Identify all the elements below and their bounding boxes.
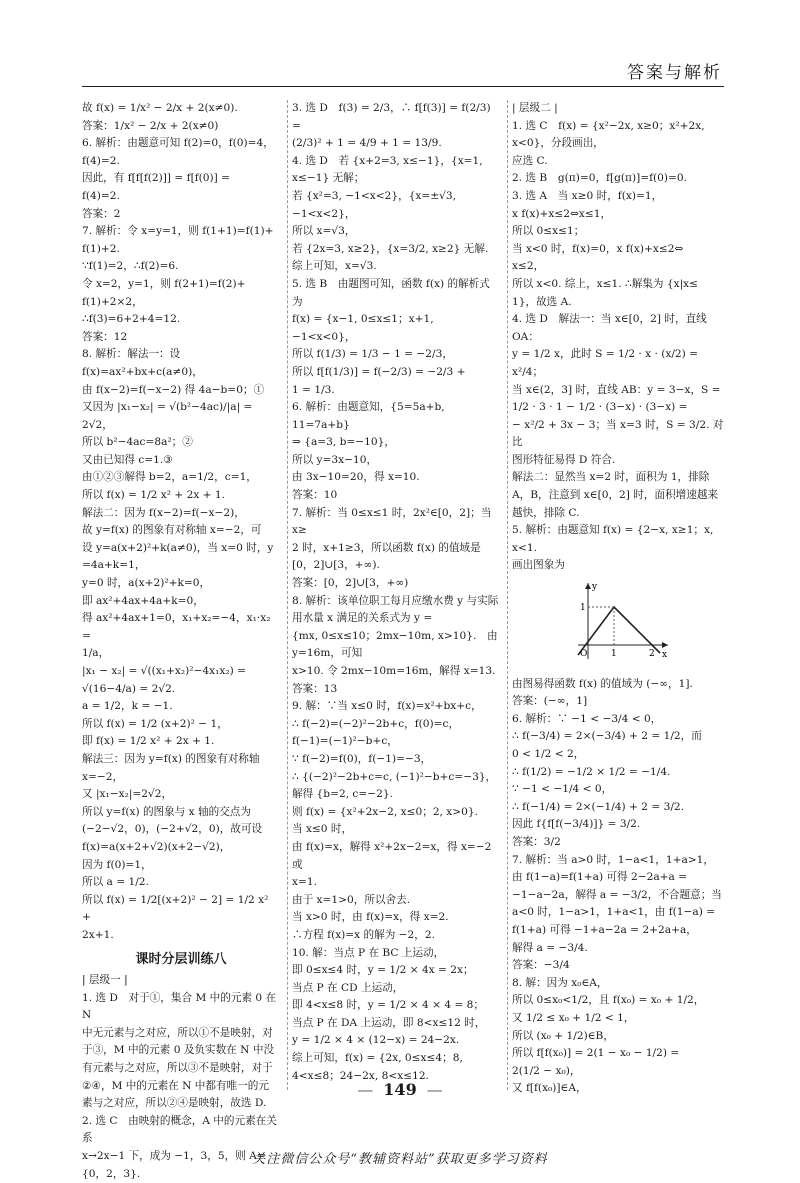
- text-line: 画出图象为: [512, 559, 565, 572]
- text-line: 所以 0≤x₀<1/2，且 f(x₀) = x₀ + 1/2，: [512, 994, 705, 1007]
- function-curve: [578, 607, 660, 655]
- text-line: 1/2 · 3 · 1 − 1/2 · (3−x) · (3−x) =: [512, 401, 688, 414]
- text-line: f(1)+2×2，: [82, 295, 143, 308]
- text-line: 由 f(x−2)=f(−x−2) 得 4a−b=0；①: [82, 383, 265, 396]
- text-line: 所以 y=3x−10，: [292, 453, 378, 466]
- text-line: 由①②③解得 b=2，a=1/2，c=1，: [82, 471, 257, 484]
- text-line: 因为 f(0)=1，: [82, 858, 152, 871]
- text-line: 所以 a = 1/2.: [82, 876, 149, 889]
- text-line: 所以 x<0. 综上，x≤1. ∴解集为 {x|x≤: [512, 277, 699, 290]
- text-line: 又由已知得 c=1.③: [82, 453, 173, 466]
- text-line: 应选 C.: [512, 154, 548, 167]
- text-line: 6. 解析：由题意知，{5=5a+b, 11=7a+b}: [292, 401, 449, 431]
- text-line: ∴ {(−2)²−2b+c=c, (−1)²−b+c=−3}，解得 {b=2, c=−2}.: [292, 770, 497, 801]
- text-line: 答案：3/2: [512, 835, 561, 848]
- x-axis-label: x: [662, 650, 668, 661]
- text-line: 中无元素与之对应，所以①不是映射，对: [82, 1026, 273, 1039]
- text-line: 越快，排除 C.: [512, 506, 580, 519]
- text-line: 故 f(x) = 1/x² − 2/x + 2(x≠0).: [82, 102, 238, 114]
- text-line: 1}，故选 A.: [512, 295, 572, 308]
- y-axis-arrow: [585, 583, 591, 589]
- text-line: 即 4<x≤8 时，y = 1/2 × 4 × 4 = 8；: [292, 999, 485, 1012]
- text-line: |x₁ − x₂| = √((x₁+x₂)²−4x₁x₂) =: [82, 665, 246, 677]
- text-line: 7. 解析：当 0≤x≤1 时，2x²∈[0，2]；当 x≥: [292, 506, 495, 537]
- text-line: −1−a−2a，解得 a = −3/2，不合题意；当: [512, 888, 722, 901]
- text-line: 解法二：显然当 x=2 时，面积为 1，排除: [512, 471, 710, 484]
- text-line: 2(1/2 − x₀)，: [512, 1064, 581, 1077]
- text-line: 所以 0≤x≤1；: [512, 225, 585, 238]
- text-line: ∴方程 f(x)=x 的解为 −2，2.: [292, 928, 435, 941]
- text-line: 所以 (x₀ + 1/2)∈B，: [512, 1029, 614, 1042]
- text-line: 所以 f(x) = 1/2 x² + 2x + 1.: [82, 489, 226, 502]
- text-line: 5. 选 B 由题图可知，函数 f(x) 的解析式为: [292, 277, 490, 308]
- text-line: [0，2]∪[3，+∞).: [292, 559, 380, 572]
- text-line: ∵ −1 < −1/4 < 0，: [512, 783, 613, 796]
- text-line: ⇒ {a=3, b=−10}，: [292, 436, 395, 449]
- page-number: — 149 —: [357, 1080, 443, 1099]
- text-line: 答案：13: [292, 682, 338, 695]
- text-line: 于③，M 中的元素 0 及负实数在 N 中没: [82, 1044, 275, 1057]
- text-line: f(4)=2.: [82, 189, 120, 202]
- text-line: 解得 a = −3/4.: [512, 941, 588, 954]
- text-line: ∴ f(−1/4) = 2×(−1/4) + 2 = 3/2.: [512, 800, 685, 813]
- text-line: ∴ f(1/2) = −1/2 × 1/2 = −1/4.: [512, 765, 671, 778]
- text-line: 8. 解：因为 x₀∈A，: [512, 976, 608, 989]
- text-line: ②④，M 中的元素在 N 中都有唯一的元: [82, 1079, 269, 1092]
- text-line: 即 ax²+4ax+4a+k=0，: [82, 594, 204, 607]
- text-line: 所以 b²−4ac=8a²；②: [82, 436, 193, 449]
- text-line: f(4)=2.: [82, 154, 120, 167]
- text-line: 8. 解析：解法一：设 f(x)=ax²+bx+c(a≠0)，: [82, 348, 203, 378]
- text-line: 6. 解析：由题意可知 f(2)=0，f(0)=4，: [82, 137, 274, 150]
- column-divider: [507, 100, 508, 1090]
- text-line: {mx, 0≤x≤10；2mx−10m, x>10}. 由 y=16m，可知: [292, 629, 501, 660]
- text-line: 4. 选 D 若 {x+2=3, x≤−1}，{x=1, x≤−1} 无解；: [292, 154, 487, 185]
- text-line: 解法二：因为 f(x−2)=f(−x−2)，: [82, 506, 245, 519]
- text-line: x=−2，: [82, 770, 124, 783]
- text-line: 用水量 x 满足的关系式为 y =: [292, 612, 433, 625]
- text-line: f(x) = {x−1, 0≤x≤1；x+1, −1<x<0}，: [292, 313, 437, 343]
- text-line: 8. 解析：该单位职工每月应缴水费 y 与实际: [292, 594, 499, 607]
- text-line: a = 1/2，k = −1.: [82, 700, 173, 713]
- text-line: 7. 解析：令 x=y=1，则 f(1+1)=f(1)+: [82, 225, 274, 238]
- text-line: 故 y=f(x) 的图象有对称轴 x=−2，可: [82, 524, 262, 537]
- text-line: 答案：[0，2]∪[3，+∞): [292, 577, 409, 590]
- x-axis-arrow: [662, 642, 668, 648]
- text-line: 2 时，x+1≥3，所以函数 f(x) 的值域是: [292, 541, 481, 554]
- text-line: 答案：−3/4: [512, 959, 570, 972]
- text-line: ∴ f(−2)=(−2)²−2b+c，f(0)=c，: [292, 717, 460, 730]
- text-line: y = 1/2 × 4 × (12−x) = 24−2x.: [292, 1034, 460, 1047]
- text-line: y = 1/2 x，此时 S = 1/2 · x · (x/2) = x²/4；: [512, 348, 702, 378]
- text-line: 由 3x−10=20，得 x=10.: [292, 471, 420, 484]
- text-line: (−2−√2，0)，(−2+√2，0)，故可设: [82, 823, 263, 836]
- text-line: y=0 时，a(x+2)²+k=0，: [82, 577, 211, 590]
- level-one-label: | 层级一 |: [82, 974, 128, 987]
- text-line: ∵f(1)=2，∴f(2)=6.: [82, 260, 179, 273]
- text-line: 若 {2x=3, x≥2}，{x=3/2, x≥2} 无解.: [292, 242, 489, 255]
- text-line: 所以 x=√3，: [292, 225, 356, 238]
- text-line: 素与之对应，所以②④是映射，故选 D.: [82, 1097, 267, 1110]
- text-line: 则 f(x) = {x²+2x−2, x≤0；2, x>0}.: [292, 805, 478, 818]
- text-line: 又 |x₁−x₂|=2√2，: [82, 788, 173, 801]
- text-line: 6. 解析：∵ −1 < −3/4 < 0，: [512, 712, 662, 725]
- text-line: 9. 解：∵当 x≤0 时，f(x)=x²+bx+c，: [292, 700, 482, 713]
- text-line: 5. 解析：由题意知 f(x) = {2−x, x≥1；x, x<1.: [512, 524, 717, 554]
- text-line: x→2x−1 下，成为 −1，3，5，则 A={0，2，3}.: [82, 1150, 266, 1180]
- text-line: 因此，有 f[f[f(2)]] = f[f(0)] =: [82, 172, 231, 185]
- text-line: 2. 选 B g(π)=0，f[g(π)]=f(0)=0.: [512, 172, 688, 185]
- origin-label: O: [580, 649, 588, 660]
- text-line: 所以 f(1/3) = 1/3 − 1 = −2/3，: [292, 348, 453, 361]
- text-line: 所以 f(x) = 1/2[(x+2)² − 2] = 1/2 x² +: [82, 893, 272, 924]
- text-line: 当 x∈(2，3] 时，直线 AB：y = 3−x，S =: [512, 383, 721, 396]
- text-line: 又 1/2 ≤ x₀ + 1/2 < 1，: [512, 1011, 635, 1024]
- text-line: 综上可知，x=√3.: [292, 260, 377, 273]
- text-line: ∴ f(−3/4) = 2×(−3/4) + 2 = 1/2，而: [512, 730, 702, 743]
- text-line: 由 f(1−a)=f(1+a) 可得 2−2a+a =: [512, 871, 688, 884]
- text-line: 即 0≤x≤4 时，y = 1/2 × 4x = 2x；: [292, 964, 474, 977]
- text-line: | 层级二 |: [512, 102, 558, 114]
- text-line: 4. 选 D 解法一：当 x∈[0，2] 时，直线 OA：: [512, 313, 711, 343]
- column-middle: [292, 100, 500, 1085]
- footer-note: 关注微信公众号“教辅资料站”获取更多学习资料: [252, 1152, 548, 1167]
- text-line: 答案：1/x² − 2/x + 2(x≠0): [82, 119, 219, 132]
- text-line: 图形特征易得 D 符合.: [512, 453, 616, 466]
- text-line: 答案：(−∞，1]: [512, 695, 588, 708]
- text-line: 3. 选 D f(3) = 2/3，∴ f[f(3)] = f(2/3) =: [292, 102, 495, 132]
- header-title: 答案与解析: [627, 63, 722, 83]
- text-line: 由图易得函数 f(x) 的值域为 (−∞，1].: [512, 677, 693, 690]
- text-line: A，B，注意到 x∈[0，2] 时，面积增速越来: [512, 489, 719, 502]
- y-axis-label: y: [592, 582, 598, 593]
- text-line: 又因为 |x₁−x₂| = √(b²−4ac)/|a| = 2√2，: [82, 401, 256, 431]
- page-number-value: 149: [383, 1080, 417, 1099]
- text-line: 当点 P 在 DA 上运动，即 8<x≤12 时，: [292, 1016, 486, 1029]
- text-line: x≤2，: [512, 260, 545, 273]
- column-left: [82, 100, 280, 1183]
- text-line: 1/a，: [82, 647, 110, 660]
- text-line: 当 x>0 时，由 f(x)=x，得 x=2.: [292, 911, 449, 924]
- text-line: 设 y=a(x+2)²+k(a≠0)，当 x=0 时，y: [82, 541, 274, 554]
- text-line: 当 x≤0 时，: [292, 823, 353, 836]
- y-tick-label: 1: [580, 603, 586, 614]
- text-line: 1 = 1/3.: [292, 383, 335, 396]
- text-line: 所以 y=f(x) 的图象与 x 轴的交点为: [82, 805, 251, 818]
- text-line: f(1)+2.: [82, 242, 120, 255]
- text-line: (2/3)² + 1 = 4/9 + 1 = 13/9.: [292, 137, 442, 150]
- text-line: 7. 解析：当 a>0 时，1−a<1，1+a>1，: [512, 853, 714, 866]
- text-line: √(16−4/a) = 2√2.: [82, 682, 176, 695]
- text-line: 10. 解：当点 P 在 BC 上运动，: [292, 946, 445, 959]
- text-line: 解法三：因为 y=f(x) 的图象有对称轴: [82, 752, 260, 765]
- text-line: − x²/2 + 3x − 3；当 x=3 时，S = 3/2. 对比: [512, 418, 724, 449]
- text-line: 答案：10: [292, 489, 338, 502]
- text-line: 由于 x=1>0，所以舍去.: [292, 893, 411, 906]
- text-line: 得 ax²+4ax+1=0，x₁+x₂=−4，x₁·x₂ =: [82, 612, 274, 642]
- text-line: 所以 f(x) = 1/2 (x+2)² − 1，: [82, 717, 228, 730]
- text-line: 即 f(x) = 1/2 x² + 2x + 1.: [82, 735, 215, 748]
- text-line: x>10. 令 2mx−10m=16m，解得 x=13.: [292, 665, 496, 677]
- text-line: 所以 f[f(1/3)] = f(−2/3) = −2/3 +: [292, 365, 466, 378]
- text-line: f(1+a) 可得 −1+a−2a = 2+2a+a，: [512, 923, 697, 936]
- text-line: 由 f(x)=x，解得 x²+2x−2=x，得 x=−2 或: [292, 840, 495, 871]
- piecewise-function-graph: [572, 579, 672, 665]
- x-tick-label: 2: [649, 649, 655, 660]
- text-line: ∴f(3)=6+2+4=12.: [82, 313, 181, 326]
- text-line: 又 f[f(x₀)]∈A，: [512, 1082, 587, 1095]
- text-line: 有元素与之对应，所以③不是映射，对于: [82, 1062, 273, 1075]
- text-line: 当点 P 在 CD 上运动，: [292, 981, 404, 994]
- text-line: 1. 选 C f(x) = {x²−2x, x≥0；x²+2x, x<0}，分段画出，: [512, 119, 708, 150]
- text-line: x=1.: [292, 876, 317, 889]
- text-line: 综上可知，f(x) = {2x, 0≤x≤4；8, 4<x≤8；24−2x, 8<x≤12.: [292, 1052, 467, 1082]
- text-line: 3. 选 A 当 x≥0 时，f(x)=1，: [512, 189, 663, 202]
- text-line: 令 x=2，y=1，则 f(2+1)=f(2)+: [82, 277, 246, 290]
- text-line: 若 {x²=3, −1<x<2}，{x=±√3, −1<x<2}，: [292, 189, 460, 220]
- text-line: 因此 f{f[f(−3/4)]} = 3/2.: [512, 818, 641, 831]
- text-line: 所以 f[f(x₀)] = 2(1 − x₀ − 1/2) =: [512, 1047, 680, 1060]
- text-line: 答案：2: [82, 207, 121, 220]
- text-line: f(x)=a(x+2+√2)(x+2−√2)，: [82, 840, 231, 853]
- section-title: 课时分层训练八: [135, 951, 227, 967]
- text-line: 当 x<0 时，f(x)=0，x f(x)+x≤2⇔: [512, 242, 684, 255]
- text-line: 2. 选 C 由映射的概念，A 中的元素在关系: [82, 1114, 277, 1145]
- header-rule: [82, 86, 724, 87]
- text-line: a<0 时，1−a>1，1+a<1，由 f(1−a) =: [512, 906, 716, 919]
- column-divider: [287, 100, 288, 1090]
- column-right: [512, 100, 724, 1098]
- text-line: 答案：12: [82, 330, 128, 343]
- text-line: 1. 选 D 对于①，集合 M 中的元素 0 在 N: [82, 991, 280, 1022]
- text-line: 0 < 1/2 < 2，: [512, 748, 585, 760]
- text-line: x f(x)+x≤2⇔x≤1，: [512, 207, 612, 220]
- text-line: f(−1)=(−1)²−b+c，: [292, 735, 398, 748]
- text-line: 2x+1.: [82, 928, 114, 941]
- text-line: ∵ f(−2)=f(0)，f(−1)=−3，: [292, 752, 432, 765]
- text-line: =4a+k=1，: [82, 559, 146, 572]
- x-tick-label: 1: [611, 649, 617, 660]
